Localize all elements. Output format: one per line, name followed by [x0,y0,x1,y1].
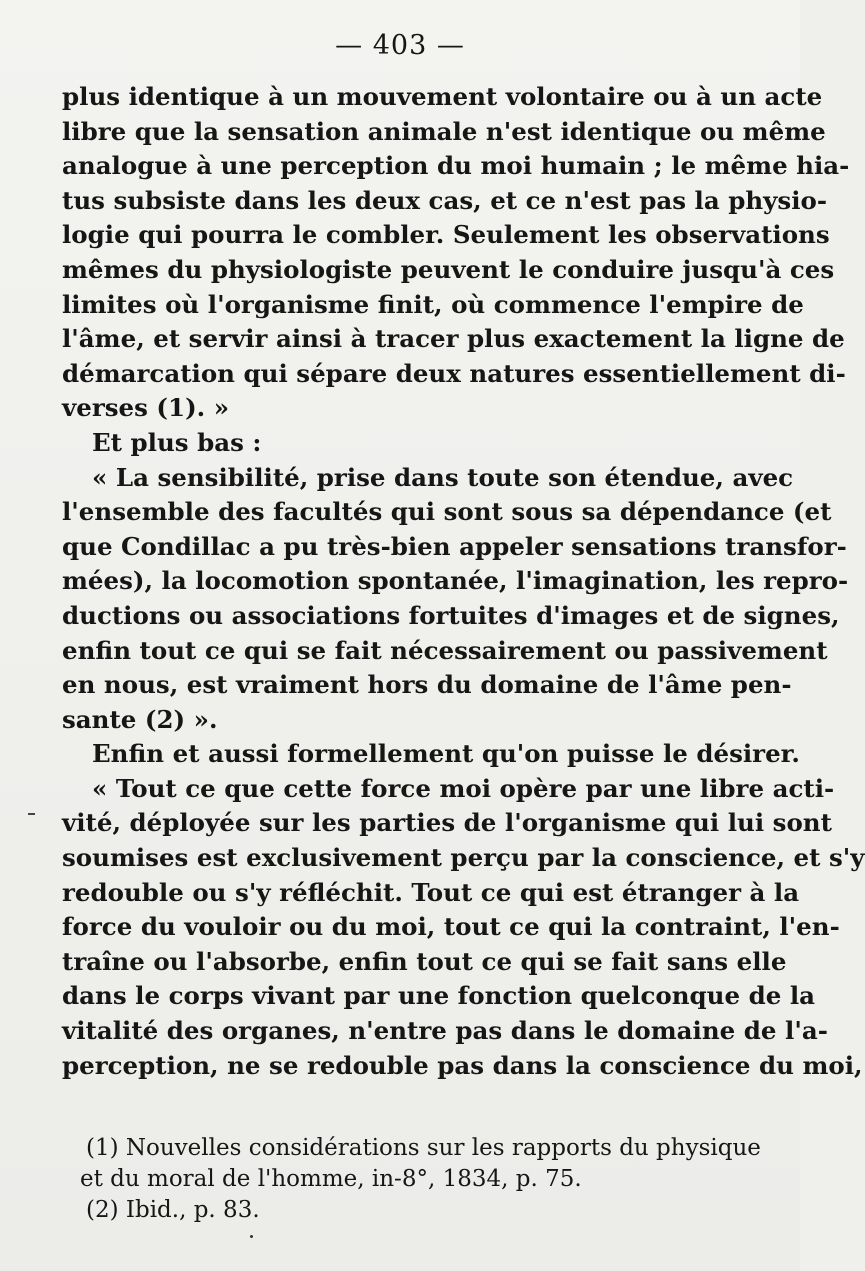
text-line: mêmes du physiologiste peuvent le conduire jusqu'à ces [62,254,835,284]
text-line: vitalité des organes, n'entre pas dans le domaine de l'a- [62,1016,828,1046]
text-line: l'âme, et servir ainsi à tracer plus exactement la ligne de [62,324,845,354]
text-line: analogue à une perception du moi humain ; le même hia- [62,151,850,181]
text-line: dans le corps vivant par une fonction quelconque de la [62,981,816,1011]
text-line: Et plus bas : [92,427,262,457]
footnote-line: (2) Ibid., p. 83. [86,1197,260,1223]
text-line: perception, ne se redouble pas dans la conscience du moi, [62,1050,863,1080]
text-line: Enfin et aussi formellement qu'on puisse le désirer. [92,739,800,769]
text-line: libre que la sensation animale n'est identique ou même [62,116,826,146]
page-number: — 403 — [335,30,465,61]
text-line: soumises est exclusivement perçu par la conscience, et s'y [62,843,865,873]
text-line: redouble ou s'y réfléchit. Tout ce qui est étranger à la [62,877,800,907]
margin-mark [28,813,35,815]
text-line: enfin tout ce qui se fait nécessairement ou passivement [62,635,828,665]
body-text [62,80,865,1083]
footnote-line: et du moral de l'homme, in-8°, 1834, p. 75. [80,1166,582,1192]
print-speck [250,1235,253,1238]
text-line: en nous, est vraiment hors du domaine de l'âme pen- [62,670,792,700]
text-line: que Condillac a pu très-bien appeler sensations transfor- [62,531,847,561]
footnote-line: (1) Nouvelles considérations sur les rapports du physique [86,1135,761,1161]
text-line: mées), la locomotion spontanée, l'imagination, les repro- [62,566,849,596]
text-line: démarcation qui sépare deux natures essentiellement di- [62,358,846,388]
footnotes [80,1133,761,1226]
text-line: force du vouloir ou du moi, tout ce qui la contraint, l'en- [62,912,840,942]
text-line: ductions ou associations fortuites d'images et de signes, [62,600,840,630]
text-line: « La sensibilité, prise dans toute son étendue, avec [92,462,794,492]
text-line: limites où l'organisme finit, où commence l'empire de [62,289,804,319]
text-line: sante (2) ». [62,704,218,734]
text-line: tus subsiste dans les deux cas, et ce n'est pas la physio- [62,185,828,215]
text-line: traîne ou l'absorbe, enfin tout ce qui se fait sans elle [62,946,787,976]
text-line: vité, déployée sur les parties de l'organisme qui lui sont [62,808,832,838]
text-line: plus identique à un mouvement volontaire ou à un acte [62,82,823,111]
text-line: « Tout ce que cette force moi opère par une libre acti- [92,773,835,803]
text-line: l'ensemble des facultés qui sont sous sa dépendance (et [62,497,832,527]
text-line: verses (1). » [62,393,230,423]
text-line: logie qui pourra le combler. Seulement les observations [62,220,830,250]
